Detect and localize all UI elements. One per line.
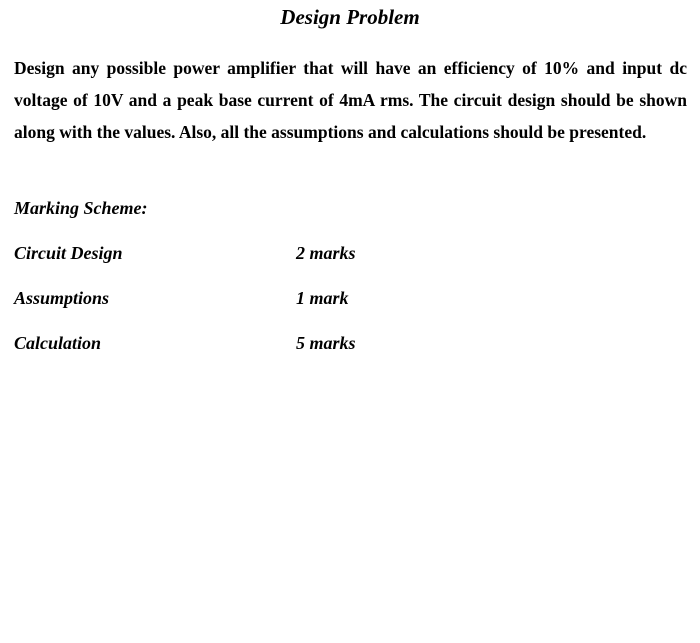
scheme-item-marks: 5 marks	[296, 333, 356, 353]
problem-statement: Design any possible power amplifier that will have an efficiency of 10% and input dc voltage of 10V and a peak base current of 4mA rms. The circuit design should be shown along with the values. Also, all the assumptions and calculations should be presented.	[14, 58, 687, 142]
marking-scheme-row	[14, 285, 614, 311]
scheme-item-label: Calculation	[14, 333, 102, 353]
scheme-item-label: Assumptions	[14, 288, 110, 308]
marking-scheme-row	[14, 240, 614, 266]
marking-scheme-heading: Marking Scheme:	[14, 198, 148, 218]
scheme-item-marks: 2 marks	[296, 243, 356, 263]
scheme-item-marks: 1 mark	[296, 288, 349, 308]
scheme-item-label: Circuit Design	[14, 243, 123, 263]
page-title: Design Problem	[280, 5, 420, 29]
marking-scheme-row	[14, 330, 614, 356]
